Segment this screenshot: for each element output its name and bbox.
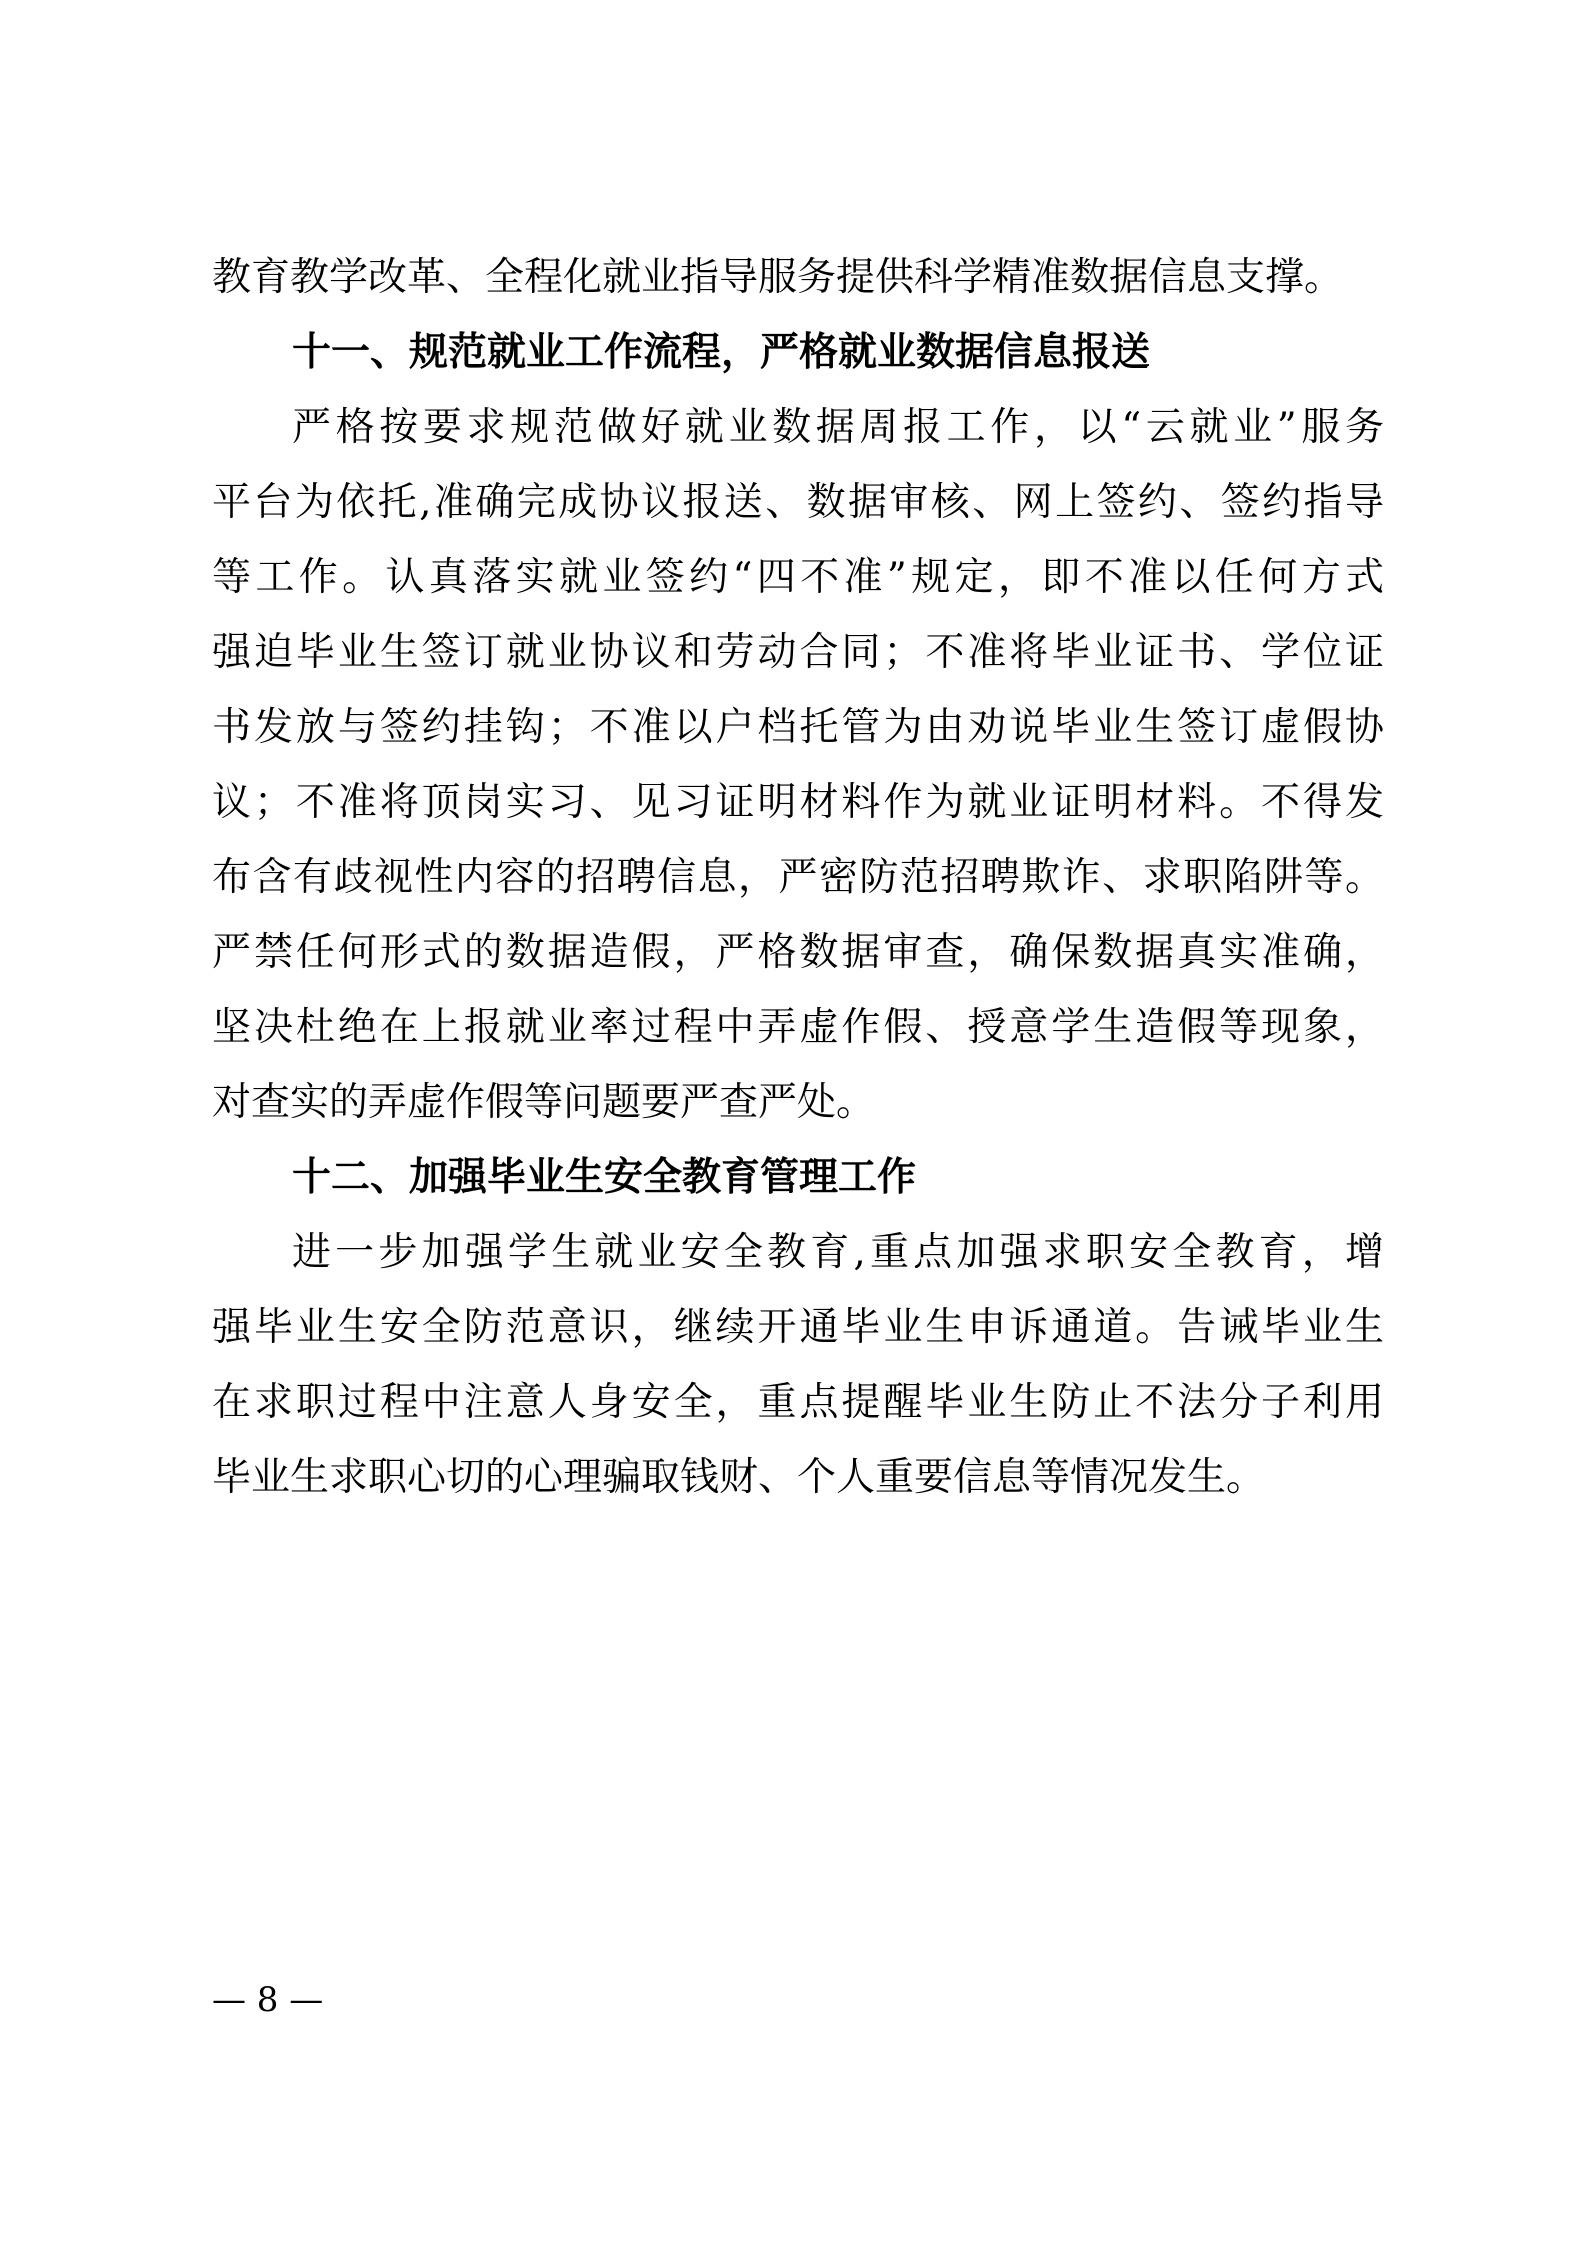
paragraph-line: 严格按要求规范做好就业数据周报工作，以“云就业”服务 [292, 405, 1384, 450]
document-body [212, 240, 1384, 1515]
paragraph-line: 议；不准将顶岗实习、见习证明材料作为就业证明材料。不得发 [212, 780, 1384, 825]
paragraph-line: 教育教学改革、全程化就业指导服务提供科学精准数据信息支撑。 [212, 255, 1344, 300]
paragraph-line: 强迫毕业生签订就业协议和劳动合同；不准将毕业证书、学位证 [212, 630, 1384, 675]
paragraph-line: 布含有歧视性内容的招聘信息，严密防范招聘欺诈、求职陷阱等。 [212, 855, 1384, 900]
paragraph-line: 在求职过程中注意人身安全，重点提醒毕业生防止不法分子利用 [212, 1380, 1384, 1425]
section-heading-12: 十二、加强毕业生安全教育管理工作 [292, 1155, 917, 1200]
paragraph-line: 毕业生求职心切的心理骗取钱财、个人重要信息等情况发生。 [212, 1455, 1266, 1500]
section-11-paragraph [212, 390, 1384, 1140]
paragraph-line: 坚决杜绝在上报就业率过程中弄虚作假、授意学生造假等现象， [212, 1005, 1384, 1050]
paragraph-line: 对查实的弄虚作假等问题要严查严处。 [212, 1080, 876, 1125]
paragraph-line: 进一步加强学生就业安全教育,重点加强求职安全教育，增 [292, 1230, 1384, 1275]
paragraph-line: 严禁任何形式的数据造假，严格数据审查，确保数据真实准确， [212, 930, 1384, 975]
paragraph-line: 强毕业生安全防范意识，继续开通毕业生申诉通道。告诫毕业生 [212, 1305, 1384, 1350]
section-12-paragraph [212, 1215, 1384, 1515]
section-heading-11: 十一、规范就业工作流程，严格就业数据信息报送 [292, 330, 1151, 375]
page-number: — 8 — [212, 1980, 324, 2020]
paragraph-line: 等工作。认真落实就业签约“四不准”规定，即不准以任何方式 [212, 555, 1384, 600]
paragraph-line: 书发放与签约挂钩；不准以户档托管为由劝说毕业生签订虚假协 [212, 705, 1384, 750]
paragraph-line: 平台为依托,准确完成协议报送、数据审核、网上签约、签约指导 [212, 480, 1384, 525]
